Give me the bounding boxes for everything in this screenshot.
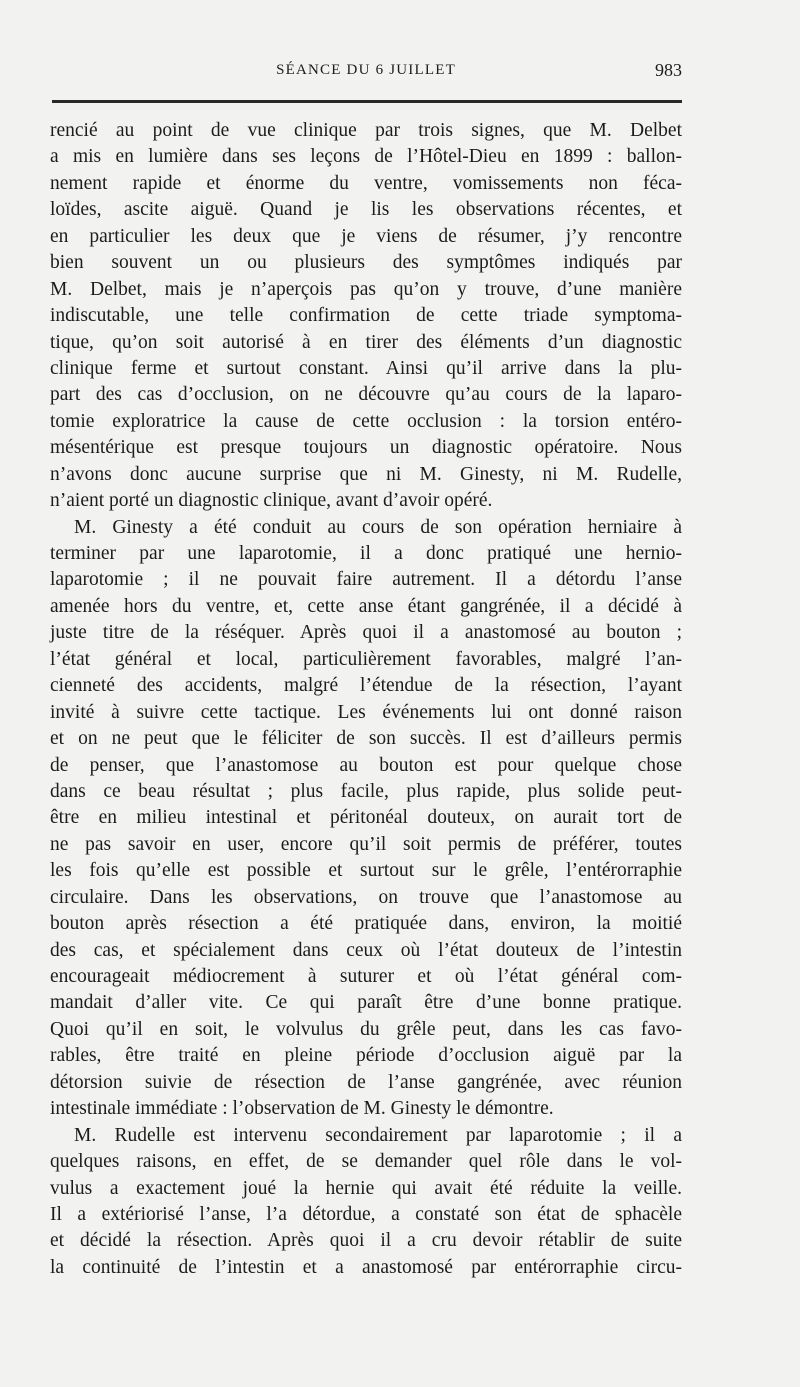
- text-line: terminer par une laparotomie, il a donc pratiqué une hernio-: [50, 543, 682, 564]
- page-header: [50, 58, 682, 88]
- text-line: des cas, et spécialement dans ceux où l’état douteux de l’intestin: [50, 939, 682, 961]
- text-line: cienneté des accidents, malgré l’étendue de la résection, l’ayant: [50, 675, 682, 697]
- text-line: nement rapide et énorme du ventre, vomissements non féca-: [50, 172, 682, 194]
- text-line: l’état général et local, particulièrement favorables, malgré l’an-: [50, 648, 682, 670]
- header-rule: [52, 100, 682, 103]
- text-line: juste titre de la réséquer. Après quoi il a anastomosé au bouton ;: [50, 622, 682, 644]
- text-line: et on ne peut que le féliciter de son succès. Il est d’ailleurs permis: [50, 728, 682, 750]
- text-line: clinique ferme et surtout constant. Ainsi qu’il arrive dans la plu-: [50, 357, 682, 379]
- text-line: circulaire. Dans les observations, on trouve que l’anastomose au: [50, 886, 682, 908]
- text-line: et décidé la résection. Après quoi il a cru devoir rétablir de suite: [50, 1230, 682, 1252]
- text-line: n’aient porté un diagnostic clinique, avant d’avoir opéré.: [50, 490, 493, 512]
- text-line: encourageait médiocrement à suturer et où l’état général com-: [50, 966, 682, 987]
- text-line: mésentérique est presque toujours un diagnostic opératoire. Nous: [50, 437, 682, 459]
- text-line: a mis en lumière dans ses leçons de l’Hôtel-Dieu en 1899 : ballon-: [50, 146, 682, 168]
- text-line: Quoi qu’il en soit, le volvulus du grêle peut, dans les cas favo-: [50, 1018, 682, 1040]
- text-line: indiscutable, une telle confirmation de cette triade symptoma-: [50, 305, 682, 327]
- text-line: n’avons donc aucune surprise que ni M. Ginesty, ni M. Rudelle,: [50, 463, 682, 485]
- text-line: M. Rudelle est intervenu secondairement par laparotomie ; il a: [74, 1124, 682, 1146]
- text-line: loïdes, ascite aiguë. Quand je lis les observations récentes, et: [50, 199, 682, 221]
- text-line: M. Delbet, mais je n’aperçois pas qu’on y trouve, d’une manière: [50, 278, 682, 300]
- text-line: de penser, que l’anastomose au bouton est pour quelque chose: [50, 754, 682, 776]
- text-line: intestinale immédiate : l’observation de M. Ginesty le démontre.: [50, 1098, 554, 1120]
- text-line: Il a extériorisé l’anse, l’a détordue, a constaté son état de sphacèle: [50, 1203, 682, 1225]
- running-title: SÉANCE DU 6 JUILLET: [276, 62, 456, 78]
- text-line: invité à suivre cette tactique. Les événements lui ont donné raison: [50, 701, 682, 723]
- text-line: amenée hors du ventre, et, cette anse étant gangrénée, il a décidé à: [50, 595, 682, 617]
- text-line: dans ce beau résultat ; plus facile, plus rapide, plus solide peut-: [50, 780, 682, 802]
- text-line: rencié au point de vue clinique par trois signes, que M. Delbet: [50, 120, 682, 141]
- text-line: la continuité de l’intestin et a anastomosé par entérorraphie circu-: [50, 1256, 682, 1278]
- text-line: vulus a exactement joué la hernie qui avait été réduite la veille.: [50, 1177, 682, 1199]
- text-line: M. Ginesty a été conduit au cours de son opération herniaire à: [74, 516, 682, 538]
- text-line: tique, qu’on soit autorisé à en tirer des éléments d’un diagnostic: [50, 331, 682, 353]
- body-text: [50, 118, 682, 1281]
- text-line: détorsion suivie de résection de l’anse gangrénée, avec réunion: [50, 1071, 682, 1093]
- text-line: quelques raisons, en effet, de se demander quel rôle dans le vol-: [50, 1151, 682, 1173]
- text-line: mandait d’aller vite. Ce qui paraît être d’une bonne pratique.: [50, 992, 682, 1014]
- page-number: 983: [655, 60, 682, 80]
- text-line: bouton après résection a été pratiquée dans, environ, la moitié: [50, 913, 682, 935]
- text-line: part des cas d’occlusion, on ne découvre qu’au cours de la laparo-: [50, 384, 682, 406]
- text-line: les fois qu’elle est possible et surtout sur le grêle, l’entérorraphie: [50, 860, 682, 882]
- text-line: rables, être traité en pleine période d’occlusion aiguë par la: [50, 1045, 682, 1067]
- text-line: laparotomie ; il ne pouvait faire autrement. Il a détordu l’anse: [50, 569, 682, 591]
- text-line: tomie exploratrice la cause de cette occlusion : la torsion entéro-: [50, 410, 682, 432]
- text-line: bien souvent un ou plusieurs des symptômes indiqués par: [50, 252, 682, 274]
- text-line: ne pas savoir en user, encore qu’il soit permis de préférer, toutes: [50, 833, 682, 855]
- text-line: être en milieu intestinal et péritonéal douteux, on aurait tort de: [50, 807, 682, 829]
- text-line: en particulier les deux que je viens de résumer, j’y rencontre: [50, 225, 682, 247]
